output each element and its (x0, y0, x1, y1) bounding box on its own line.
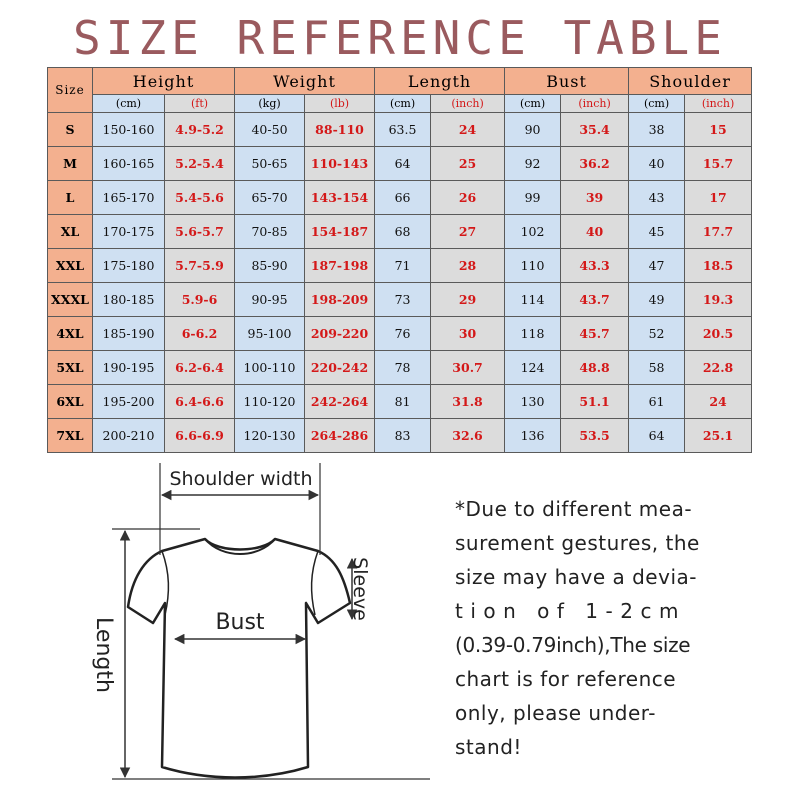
imperial-value-cell: 18.5 (685, 249, 752, 283)
unit-header: (kg) (235, 95, 305, 113)
imperial-value-cell: 15 (685, 113, 752, 147)
metric-value-cell: 195-200 (93, 385, 165, 419)
imperial-value-cell: 143-154 (305, 181, 375, 215)
table-row (48, 385, 752, 419)
tshirt-outline (128, 539, 350, 778)
imperial-value-cell: 24 (685, 385, 752, 419)
length-label: Length (91, 617, 116, 693)
imperial-value-cell: 19.3 (685, 283, 752, 317)
imperial-value-cell: 30 (431, 317, 505, 351)
metric-value-cell: 114 (505, 283, 561, 317)
metric-value-cell: 175-180 (93, 249, 165, 283)
weight-header: Weight (235, 68, 375, 95)
imperial-value-cell: 40 (561, 215, 629, 249)
imperial-value-cell: 6.4-6.6 (165, 385, 235, 419)
note-line: chart is for reference (455, 667, 677, 691)
unit-header: (cm) (375, 95, 431, 113)
table-row (48, 249, 752, 283)
metric-value-cell: 63.5 (375, 113, 431, 147)
metric-value-cell: 43 (629, 181, 685, 215)
unit-header: (inch) (431, 95, 505, 113)
metric-value-cell: 61 (629, 385, 685, 419)
imperial-value-cell: 51.1 (561, 385, 629, 419)
metric-value-cell: 65-70 (235, 181, 305, 215)
metric-value-cell: 150-160 (93, 113, 165, 147)
imperial-value-cell: 17.7 (685, 215, 752, 249)
shoulder-width-label: Shoulder width (169, 468, 313, 490)
length-header: Length (375, 68, 505, 95)
size-cell: M (48, 147, 93, 181)
imperial-value-cell: 15.7 (685, 147, 752, 181)
metric-value-cell: 66 (375, 181, 431, 215)
imperial-value-cell: 5.7-5.9 (165, 249, 235, 283)
imperial-value-cell: 154-187 (305, 215, 375, 249)
metric-value-cell: 90 (505, 113, 561, 147)
metric-value-cell: 76 (375, 317, 431, 351)
metric-value-cell: 83 (375, 419, 431, 453)
metric-value-cell: 200-210 (93, 419, 165, 453)
imperial-value-cell: 6.2-6.4 (165, 351, 235, 385)
sleeve-label: Sleeve (349, 557, 371, 621)
imperial-value-cell: 110-143 (305, 147, 375, 181)
imperial-value-cell: 26 (431, 181, 505, 215)
metric-value-cell: 100-110 (235, 351, 305, 385)
imperial-value-cell: 17 (685, 181, 752, 215)
size-reference-table (47, 67, 752, 453)
metric-value-cell: 71 (375, 249, 431, 283)
metric-value-cell: 160-165 (93, 147, 165, 181)
imperial-value-cell: 39 (561, 181, 629, 215)
metric-value-cell: 124 (505, 351, 561, 385)
metric-value-cell: 95-100 (235, 317, 305, 351)
table-row (48, 147, 752, 181)
note-line: size may have a devia- (455, 565, 697, 589)
imperial-value-cell: 28 (431, 249, 505, 283)
imperial-value-cell: 198-209 (305, 283, 375, 317)
size-cell: L (48, 181, 93, 215)
table-row (48, 283, 752, 317)
note-line: only, please under- (455, 701, 656, 725)
metric-value-cell: 64 (375, 147, 431, 181)
imperial-value-cell: 264-286 (305, 419, 375, 453)
metric-value-cell: 52 (629, 317, 685, 351)
imperial-value-cell: 25.1 (685, 419, 752, 453)
imperial-value-cell: 31.8 (431, 385, 505, 419)
imperial-value-cell: 30.7 (431, 351, 505, 385)
metric-value-cell: 49 (629, 283, 685, 317)
imperial-value-cell: 20.5 (685, 317, 752, 351)
metric-value-cell: 40 (629, 147, 685, 181)
metric-value-cell: 170-175 (93, 215, 165, 249)
size-cell: 6XL (48, 385, 93, 419)
metric-value-cell: 73 (375, 283, 431, 317)
imperial-value-cell: 4.9-5.2 (165, 113, 235, 147)
size-column-header: Size (48, 68, 93, 113)
table-row (48, 419, 752, 453)
imperial-value-cell: 88-110 (305, 113, 375, 147)
note-line: tion of 1-2cm (455, 599, 686, 623)
metric-value-cell: 70-85 (235, 215, 305, 249)
unit-header: (cm) (629, 95, 685, 113)
metric-value-cell: 130 (505, 385, 561, 419)
imperial-value-cell: 5.9-6 (165, 283, 235, 317)
imperial-value-cell: 24 (431, 113, 505, 147)
metric-value-cell: 136 (505, 419, 561, 453)
size-cell: 5XL (48, 351, 93, 385)
size-cell: XXXL (48, 283, 93, 317)
imperial-value-cell: 25 (431, 147, 505, 181)
metric-value-cell: 99 (505, 181, 561, 215)
metric-value-cell: 90-95 (235, 283, 305, 317)
table-row (48, 351, 752, 385)
imperial-value-cell: 36.2 (561, 147, 629, 181)
metric-value-cell: 85-90 (235, 249, 305, 283)
note-line: *Due to different mea- (455, 497, 693, 521)
imperial-value-cell: 43.3 (561, 249, 629, 283)
measurement-note (455, 492, 730, 764)
bust-label: Bust (215, 610, 265, 635)
unit-header: (cm) (505, 95, 561, 113)
metric-value-cell: 68 (375, 215, 431, 249)
imperial-value-cell: 48.8 (561, 351, 629, 385)
imperial-value-cell: 32.6 (431, 419, 505, 453)
metric-value-cell: 38 (629, 113, 685, 147)
imperial-value-cell: 29 (431, 283, 505, 317)
note-line: (0.39-0.79inch),The size (455, 633, 691, 657)
imperial-value-cell: 5.2-5.4 (165, 147, 235, 181)
metric-value-cell: 110-120 (235, 385, 305, 419)
imperial-value-cell: 5.6-5.7 (165, 215, 235, 249)
table-units-row (48, 95, 752, 113)
imperial-value-cell: 35.4 (561, 113, 629, 147)
unit-header: (ft) (165, 95, 235, 113)
imperial-value-cell: 187-198 (305, 249, 375, 283)
height-header: Height (93, 68, 235, 95)
metric-value-cell: 58 (629, 351, 685, 385)
size-cell: XXL (48, 249, 93, 283)
metric-value-cell: 40-50 (235, 113, 305, 147)
size-cell: XL (48, 215, 93, 249)
metric-value-cell: 81 (375, 385, 431, 419)
unit-header: (inch) (685, 95, 752, 113)
imperial-value-cell: 22.8 (685, 351, 752, 385)
imperial-value-cell: 27 (431, 215, 505, 249)
metric-value-cell: 47 (629, 249, 685, 283)
shoulder-header: Shoulder (629, 68, 752, 95)
metric-value-cell: 92 (505, 147, 561, 181)
size-cell: S (48, 113, 93, 147)
imperial-value-cell: 5.4-5.6 (165, 181, 235, 215)
metric-value-cell: 120-130 (235, 419, 305, 453)
metric-value-cell: 110 (505, 249, 561, 283)
table-row (48, 113, 752, 147)
metric-value-cell: 180-185 (93, 283, 165, 317)
imperial-value-cell: 43.7 (561, 283, 629, 317)
unit-header: (inch) (561, 95, 629, 113)
unit-header: (lb) (305, 95, 375, 113)
imperial-value-cell: 220-242 (305, 351, 375, 385)
table-row (48, 215, 752, 249)
metric-value-cell: 50-65 (235, 147, 305, 181)
table-header-row (48, 68, 752, 95)
metric-value-cell: 118 (505, 317, 561, 351)
page-title: SIZE REFERENCE TABLE (73, 11, 727, 65)
size-cell: 4XL (48, 317, 93, 351)
metric-value-cell: 102 (505, 215, 561, 249)
metric-value-cell: 165-170 (93, 181, 165, 215)
imperial-value-cell: 6.6-6.9 (165, 419, 235, 453)
table-body (48, 113, 752, 453)
table-row (48, 181, 752, 215)
metric-value-cell: 64 (629, 419, 685, 453)
imperial-value-cell: 6-6.2 (165, 317, 235, 351)
metric-value-cell: 185-190 (93, 317, 165, 351)
unit-header: (cm) (93, 95, 165, 113)
tshirt-measurement-diagram (0, 455, 430, 800)
table-row (48, 317, 752, 351)
note-line: surement gestures, the (455, 531, 700, 555)
metric-value-cell: 45 (629, 215, 685, 249)
metric-value-cell: 190-195 (93, 351, 165, 385)
size-cell: 7XL (48, 419, 93, 453)
metric-value-cell: 78 (375, 351, 431, 385)
bust-header: Bust (505, 68, 629, 95)
imperial-value-cell: 53.5 (561, 419, 629, 453)
note-line: stand! (455, 735, 522, 759)
imperial-value-cell: 209-220 (305, 317, 375, 351)
imperial-value-cell: 242-264 (305, 385, 375, 419)
imperial-value-cell: 45.7 (561, 317, 629, 351)
